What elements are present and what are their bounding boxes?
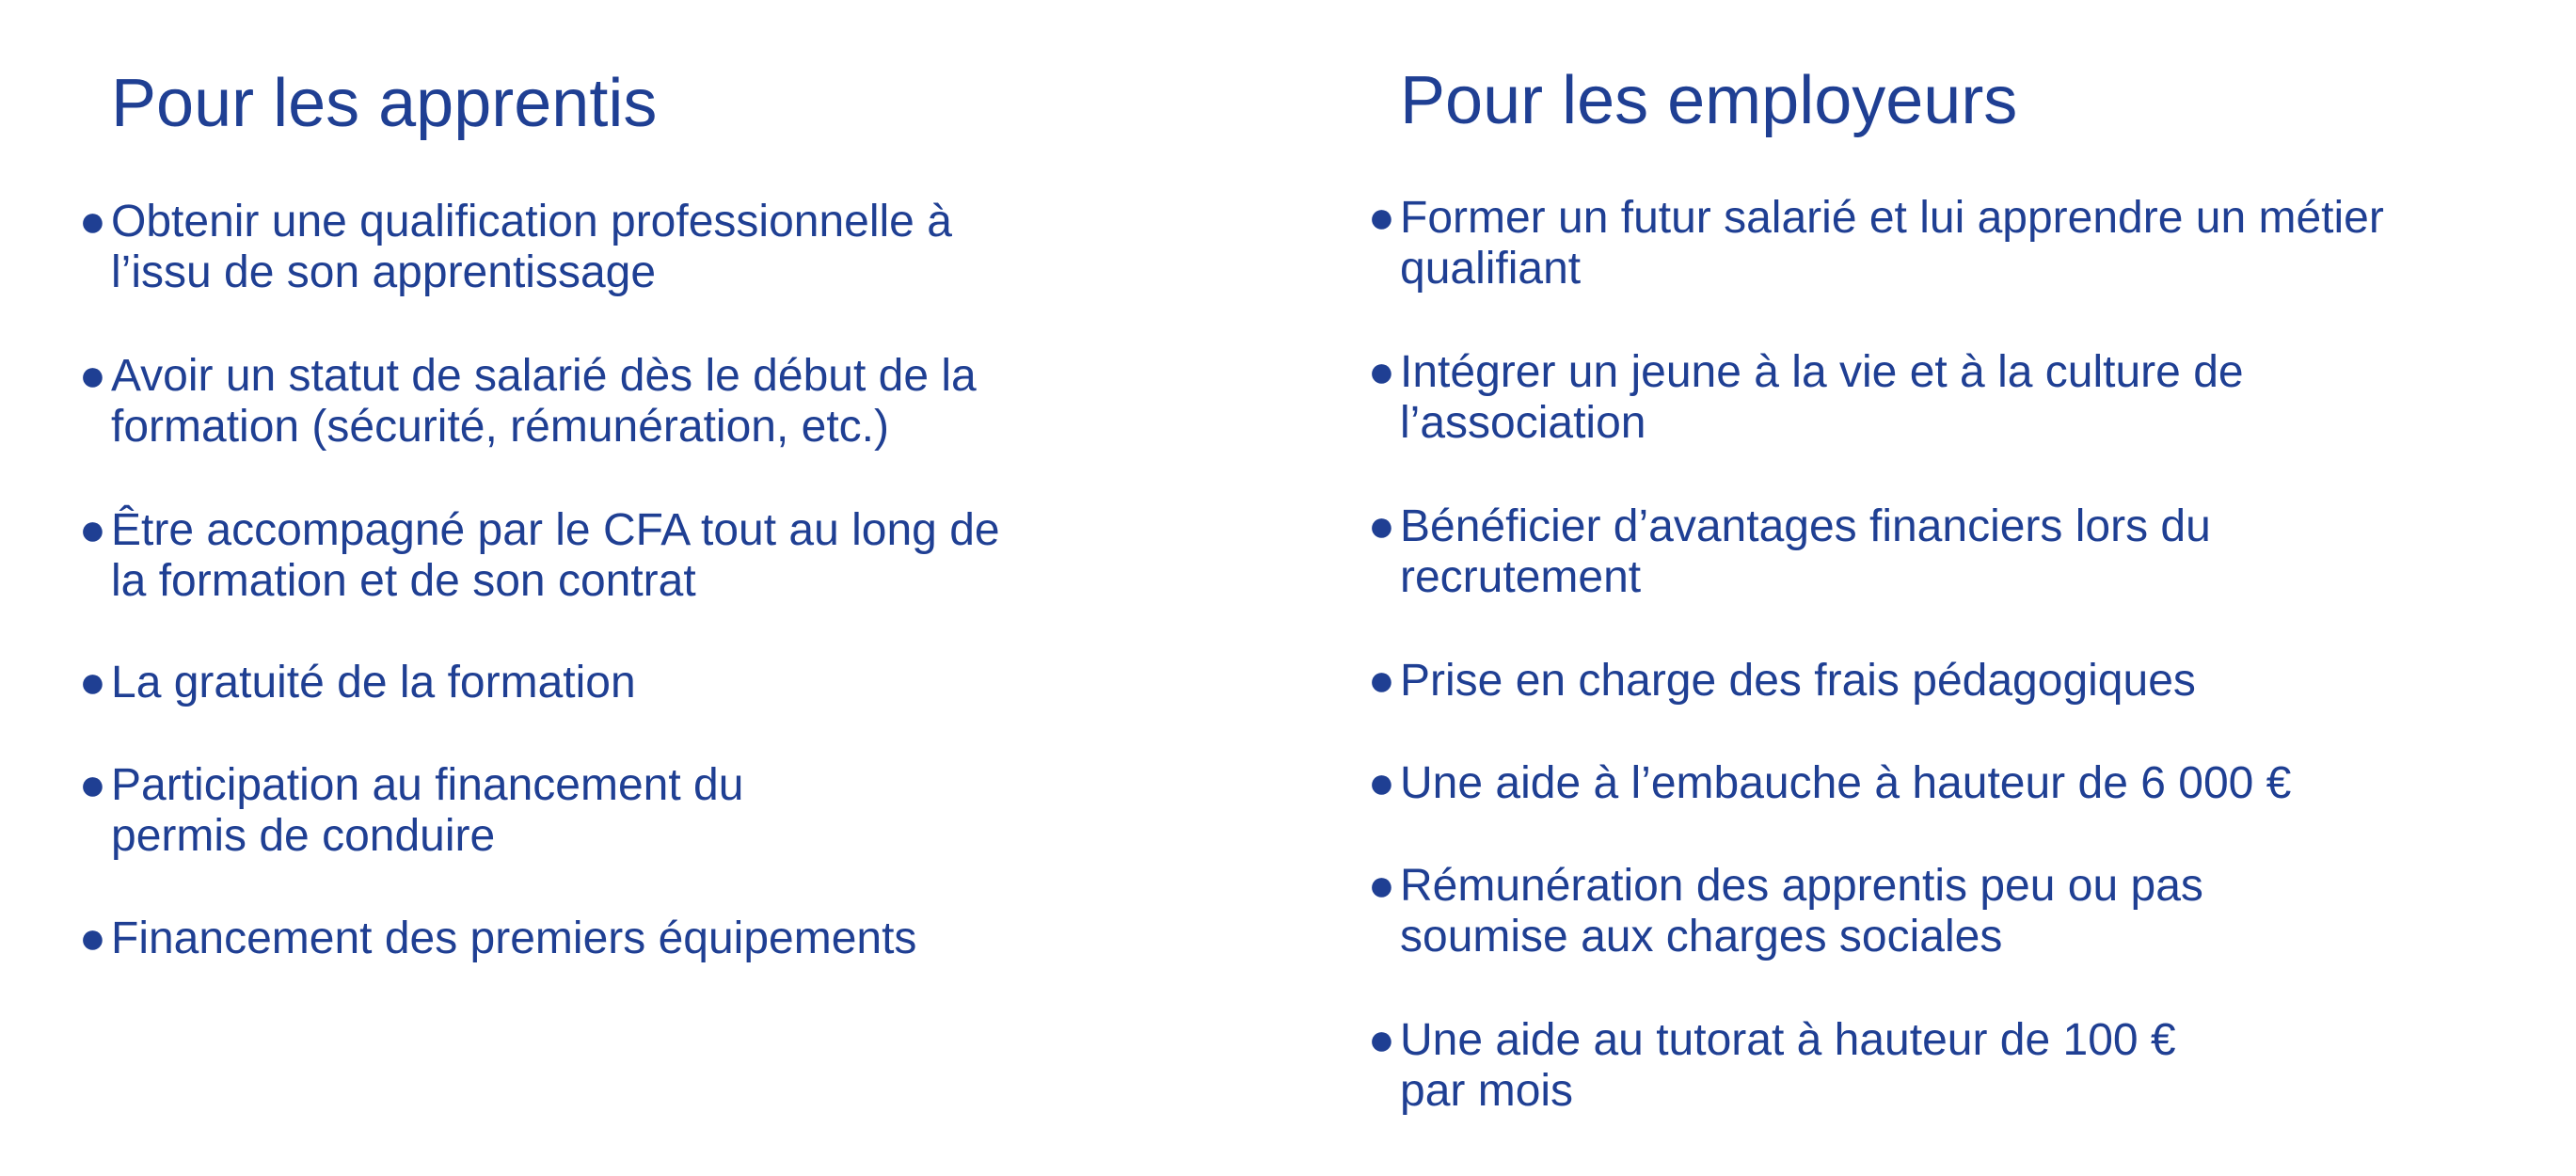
employeurs-heading: Pour les employeurs <box>1400 63 2018 138</box>
list-item-line: Rémunération des apprentis peu ou pas <box>1400 861 2203 911</box>
list-item-line: la formation et de son contrat <box>111 556 696 606</box>
list-item-line: permis de conduire <box>111 811 496 861</box>
apprentis-heading: Pour les apprentis <box>111 66 658 141</box>
list-item-line: formation (sécurité, rémunération, etc.) <box>111 402 889 452</box>
bullet-icon: ● <box>79 505 106 555</box>
bullet-icon: ● <box>79 658 106 707</box>
list-item-line: Former un futur salarié et lui apprendre un métier <box>1400 193 2384 243</box>
list-item-line: Être accompagné par le CFA tout au long de <box>111 505 1000 555</box>
list-item-line: Une aide au tutorat à hauteur de 100 € <box>1400 1015 2176 1065</box>
list-item-line: Obtenir une qualification professionnelle à <box>111 197 952 246</box>
list-item-line: l’association <box>1400 398 1646 448</box>
list-item-line: soumise aux charges sociales <box>1400 912 2003 961</box>
list-item-line: La gratuité de la formation <box>111 658 636 707</box>
list-item-line: Intégrer un jeune à la vie et à la culture de <box>1400 347 2244 397</box>
list-item-line: Participation au financement du <box>111 760 744 810</box>
bullet-icon: ● <box>1368 347 1395 397</box>
list-item-line: Bénéficier d’avantages financiers lors du <box>1400 501 2211 551</box>
list-item-line: Une aide à l’embauche à hauteur de 6 000 € <box>1400 758 2292 808</box>
bullet-icon: ● <box>1368 656 1395 706</box>
list-item-line: qualifiant <box>1400 244 1582 294</box>
bullet-icon: ● <box>79 760 106 810</box>
bullet-icon: ● <box>79 914 106 963</box>
list-item-line: par mois <box>1400 1066 1574 1116</box>
bullet-icon: ● <box>1368 501 1395 551</box>
list-item-line: Prise en charge des frais pédagogiques <box>1400 656 2196 706</box>
list-item-line: Financement des premiers équipements <box>111 914 917 963</box>
list-item-line: Avoir un statut de salarié dès le début de la <box>111 351 977 401</box>
list-item-line: recrutement <box>1400 552 1642 602</box>
list-item-line: l’issu de son apprentissage <box>111 247 657 297</box>
bullet-icon: ● <box>79 351 106 401</box>
bullet-icon: ● <box>79 197 106 246</box>
bullet-icon: ● <box>1368 861 1395 911</box>
bullet-icon: ● <box>1368 193 1395 243</box>
bullet-icon: ● <box>1368 1015 1395 1065</box>
bullet-icon: ● <box>1368 758 1395 808</box>
